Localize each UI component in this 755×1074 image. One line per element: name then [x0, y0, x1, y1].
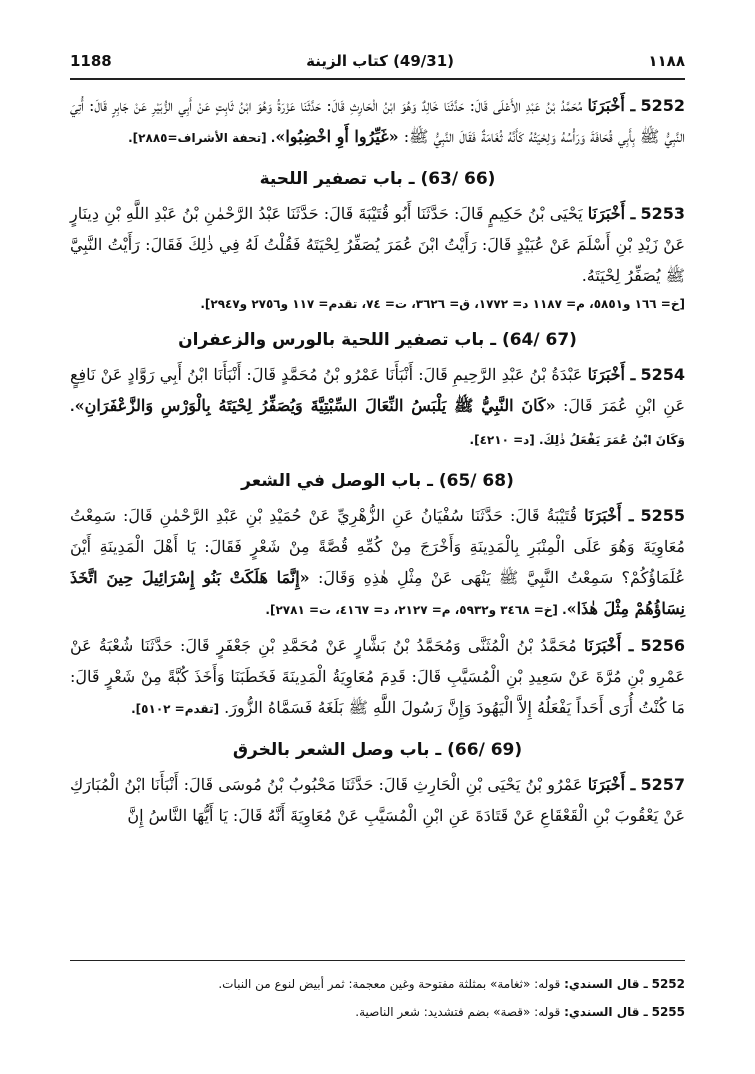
footnote: [70, 998, 685, 1026]
hadith-text: مُحَمَّدُ بْنُ عَبْدِ الأَعْلَى قَالَ: حَدَّثَنَا خَالِدٌ وَهُوَ ابْنُ الْحَارِثِ قَالَ: حَدَّثَنَا عَزْرَةُ وَهُوَ ابْنُ ثَابِتٍ عَنْ أَبِي الزُّبَيْرِ عَنْ جَابِرٍ قَالَ: أُتِيَ النَّبِيُّ ﷺ بِأَبِي قُحَافَةَ وَرَأْسُهُ وَلِحْيَتُهُ كَأَنَّهُ ثُغَامَةٌ فَقَالَ النَّبِيُّ ﷺ:: [70, 96, 685, 146]
footnote-text: قوله: «قصة» بضم فتشديد: شعر الناصية.: [355, 1005, 565, 1019]
page-body: [70, 90, 685, 835]
section-heading-number: (64/ 67): [501, 330, 577, 350]
hadith-text: عَمْرُو بْنُ يَحْيَى بْنِ الْحَارِثِ قَالَ: حَدَّثَنَا مَحْبُوبُ بْنُ مُوسَى قَالَ: أَنْبَأَنَا ابْنُ الْمُبَارَكِ عَنْ يَعْقُوبَ بْنِ الْقَعْقَاعِ عَنْ قَتَادَةَ عَنِ ابْنِ الْمُسَيَّبِ عَنْ مُعَاوِيَةَ أَنَّهُ قَالَ: يَا أَيُّهَا النَّاسُ إِنَّ: [70, 775, 685, 825]
footnote: [70, 970, 685, 998]
hadith-paragraph: [70, 90, 685, 154]
hadith-paragraph: [70, 359, 685, 456]
hadith-paragraph: [70, 198, 685, 291]
section-heading-number: (65/ 68): [438, 471, 514, 491]
page-number-latin: 1188: [70, 52, 112, 70]
hadith-lead: ـ أَخْبَرَنَا: [587, 365, 636, 384]
footnote-label: ـ قال السندي:: [564, 1005, 648, 1019]
hadith-lead: ـ أَخْبَرَنَا: [587, 204, 636, 223]
running-title: (49/31) كتاب الزينة: [306, 52, 455, 70]
hadith-number: 5253: [640, 204, 686, 223]
hadith-paragraph: [70, 500, 685, 626]
section-heading-number: (63/ 66): [420, 169, 496, 189]
section-heading-text: ـ باب وصل الشعر بالخرق: [232, 740, 442, 760]
footnote-divider: [70, 960, 685, 961]
hadith-text: يَحْيَى بْنُ حَكِيمٍ قَالَ: حَدَّثَنَا أَبُو قُتَيْبَةَ قَالَ: حَدَّثَنَا عَبْدُ الرَّحْمٰنِ بْنُ عَبْدِ اللَّهِ بْنِ دِينَارٍ عَنْ زَيْدِ بْنِ أَسْلَمَ عَنْ عُبَيْدٍ قَالَ: رَأَيْتُ ابْنَ عُمَرَ يُصَفِّرُ لِحْيَتَهُ فَقُلْتُ لَهُ فِي ذٰلِكَ فَقَالَ: رَأَيْتُ النَّبِيَّ ﷺ يُصَفِّرُ لِحْيَتَهُ.: [70, 204, 685, 285]
hadith-number: 5254: [640, 365, 686, 384]
page-number-arabic: ١١٨٨: [648, 52, 685, 70]
hadith-text: عَبْدَةُ بْنُ عَبْدِ الرَّحِيمِ قَالَ: أَنْبَأَنَا عَمْرُو بْنُ مُحَمَّدٍ قَالَ: أَنْبَأَنَا ابْنُ أَبِي رَوَّادٍ عَنْ نَافِعٍ عَنِ ابْنِ عُمَرَ قَالَ:: [70, 365, 686, 415]
hadith-number: 5256: [640, 636, 686, 655]
hadith-lead: ـ أَخْبَرَنَا: [583, 636, 634, 655]
footnote-number: 5252: [651, 977, 685, 991]
footnote-text: قوله: «ثغامة» بمثلثة مفتوحة وغين معجمة: ثمر أبيض لنوع من النبات.: [218, 977, 565, 991]
section-heading-text: ـ باب تصفير اللحية بالورس والزعفران: [178, 330, 497, 350]
footnote-number: 5255: [651, 1005, 685, 1019]
hadith-lead: ـ أَخْبَرَنَا: [587, 96, 636, 115]
hadith-quote: «غَيِّرُوا أَوِ اخْضِبُوا»: [275, 127, 399, 146]
hadith-quote: «إِنَّمَا هَلَكَتْ بَنُو إِسْرَائِيلَ حِينَ اتَّخَذَ نِسَاؤُهُمْ مِثْلَ هٰذَا»: [70, 568, 685, 618]
hadith-text: قُتَيْبَةُ قَالَ: حَدَّثَنَا سُفْيَانُ عَنِ الزُّهْرِيِّ عَنْ حُمَيْدِ بْنِ عَبْدِ الرَّحْمٰنِ قَالَ: سَمِعْتُ مُعَاوِيَةَ وَهُوَ عَلَى الْمِنْبَرِ بِالْمَدِينَةِ وَأَخْرَجَ مِنْ كُمِّهِ قُصَّةً مِنْ شَعْرٍ فَقَالَ: يَا أَهْلَ الْمَدِينَةِ أَيْنَ عُلَمَاؤُكُمْ؟ سَمِعْتُ النَّبِيَّ ﷺ يَنْهَى عَنْ مِثْلِ هٰذِهِ وَقَالَ:: [70, 506, 686, 587]
footnote-label: ـ قال السندي:: [564, 977, 648, 991]
hadith-reference: . [خ= ٣٤٦٨ و٥٩٣٢، م= ٢١٢٧، د= ٤١٦٧، ت= ٢٧٨١].: [265, 603, 567, 617]
hadith-paragraph: [70, 769, 685, 831]
hadith-reference: . وَكَانَ ابْنُ عُمَرَ يَفْعَلُ ذٰلِكَ. [د= ٤٢١٠].: [70, 400, 685, 447]
hadith-reference-line: [خ= ١٦٦ و٥٨٥١، م= ١١٨٧ د= ١٧٧٢، ق= ٣٦٢٦، ت= ٧٤، تقدم= ١١٧ و٢٧٥٦ و٢٩٤٧].: [200, 297, 685, 311]
hadith-lead: ـ أَخْبَرَنَا: [584, 506, 634, 525]
hadith-reference: . [تحفة الأشراف=٢٨٨٥].: [128, 131, 276, 145]
section-heading: [70, 164, 685, 194]
section-heading-number: (66/ 69): [447, 740, 523, 760]
hadith-lead: ـ أَخْبَرَنَا: [587, 775, 636, 794]
section-heading-text: ـ باب تصفير اللحية: [259, 169, 415, 189]
hadith-number: 5257: [640, 775, 686, 794]
section-heading-text: ـ باب الوصل في الشعر: [241, 471, 433, 491]
section-heading: [70, 466, 685, 496]
footnotes: [70, 970, 685, 1026]
hadith-number: 5255: [640, 506, 685, 525]
hadith-number: 5252: [640, 96, 686, 115]
page-header: [70, 44, 685, 80]
hadith-paragraph: [70, 630, 685, 725]
hadith-quote: «كَانَ النَّبِيُّ ﷺ يَلْبَسُ النِّعَالَ السِّبْتِيَّةَ وَيُصَفِّرُ لِحْيَتَهُ بِالْوَرْسِ وَالزَّعْفَرَانِ»: [74, 396, 556, 415]
section-heading: [70, 735, 685, 765]
section-heading: [70, 325, 685, 355]
hadith-reference: [تقدم= ٥١٠٢].: [131, 702, 220, 716]
hadith-text: مُحَمَّدُ بْنُ الْمُثَنَّى وَمُحَمَّدُ بْنُ بَشَّارٍ عَنْ مُحَمَّدِ بْنِ جَعْفَرٍ قَالَ: حَدَّثَنَا شُعْبَةُ عَنْ عَمْرِو بْنِ مُرَّةَ عَنْ سَعِيدِ بْنِ الْمُسَيَّبِ قَالَ: قَدِمَ مُعَاوِيَةُ الْمَدِينَةَ فَخَطَبَنَا وَأَخَذَ كُبَّةً مِنْ شَعْرٍ قَالَ: مَا كُنْتُ أُرَى أَحَداً يَفْعَلُهُ إِلاَّ الْيَهُودَ وَإِنَّ رَسُولَ اللَّهِ ﷺ بَلَغَهُ فَسَمَّاهُ الزُّورَ.: [70, 636, 685, 717]
